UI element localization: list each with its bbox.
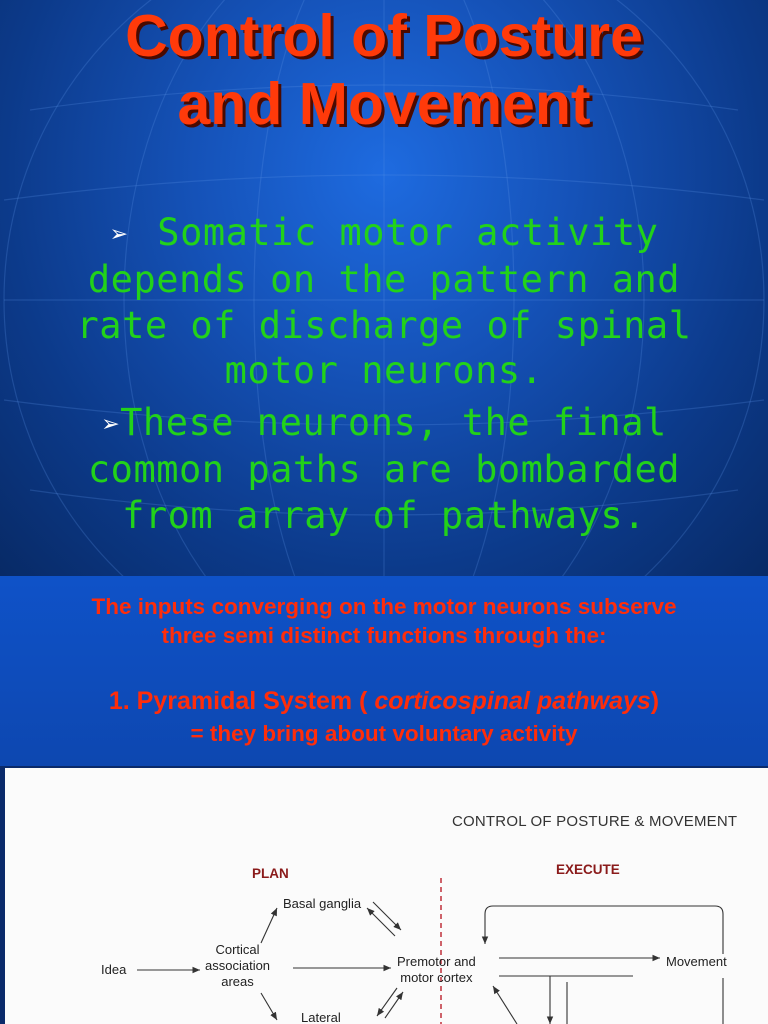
arrow-premotor-lateral (377, 988, 397, 1016)
system-description: = they bring about voluntary activity (190, 721, 578, 746)
title-line-1: Control of Posture (125, 3, 643, 69)
bullet-1-lead: Somatic motor activity (134, 211, 659, 254)
bullet-item-1 (30, 210, 738, 394)
premotor-node (397, 954, 476, 986)
cortical-line-2: association (205, 958, 271, 973)
premotor-line-1: Premotor and (397, 954, 476, 969)
feedback-loop-top (485, 906, 723, 954)
idea-node: Idea (101, 962, 127, 977)
intro-line-2: three semi distinct functions through the: (161, 623, 607, 648)
slide-3 (0, 766, 768, 1024)
bullet-2-line-2: common paths are bombarded (87, 448, 681, 491)
slide-title (0, 2, 768, 138)
cortical-line-1: Cortical (215, 942, 260, 957)
system-paren-text: corticospinal pathways (374, 687, 651, 715)
arrow-lateral-premotor (385, 992, 403, 1018)
arrow-premotor-basal (367, 908, 395, 936)
diagram-arrows (5, 768, 768, 1024)
diagram-paper (5, 768, 768, 1024)
lateral-node: Lateral (301, 1010, 341, 1024)
basal-ganglia-node: Basal ganglia (283, 896, 362, 911)
slide-2 (0, 576, 768, 766)
bullet-1-line-2: depends on the pattern and (87, 258, 681, 302)
pyramidal-system-heading (0, 686, 768, 716)
bullet-1-line-4: motor neurons. (224, 349, 544, 393)
bullet-1-line-3: rate of discharge of spinal (76, 303, 692, 347)
title-line-2: and Movement (177, 71, 591, 137)
arrow-cortical-lateral (261, 993, 277, 1020)
arrow-bullet-icon: ➢ (101, 411, 121, 437)
bullet-item-2 (30, 400, 738, 538)
arrow-up-premotor (493, 986, 517, 1024)
bullet-2-lead: These neurons, the final (120, 400, 667, 444)
cortical-line-3: areas (221, 974, 254, 989)
intro-text (0, 592, 768, 650)
system-prefix: 1. Pyramidal System (108, 687, 353, 715)
execute-label: EXECUTE (556, 862, 620, 877)
paren-close: ) (650, 687, 660, 715)
arrow-bullet-icon: ➢ (109, 221, 129, 247)
arrow-basal-premotor (373, 902, 401, 930)
arrow-cortical-basal (261, 908, 277, 943)
cortical-node (205, 942, 270, 990)
paren-open: ( (352, 687, 375, 715)
diagram-header: CONTROL OF POSTURE & MOVEMENT (452, 813, 738, 830)
premotor-line-2: motor cortex (400, 970, 473, 985)
intro-line-1: The inputs converging on the motor neurons subserve (91, 594, 677, 619)
plan-label: PLAN (252, 866, 289, 881)
bullet-list (30, 210, 738, 544)
movement-node: Movement (666, 954, 727, 969)
bullet-2-line-3: from array of pathways. (122, 493, 646, 537)
